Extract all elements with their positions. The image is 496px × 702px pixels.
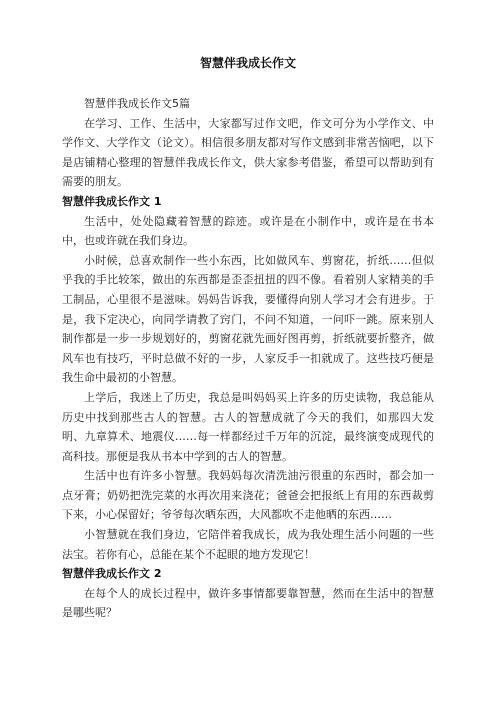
body-paragraph: 生活中也有许多小智慧。我妈妈每次清洗油污很重的东西时，都会加一点牙膏；奶奶把洗完菜的水再次用来浇花；爸爸会把报纸上有用的东西裁剪下来，小心保留好；爷爷每次晒东西，大风都吹不走他晒的东西…… — [62, 469, 434, 522]
document-title: 智慧伴我成长作文 — [199, 56, 296, 70]
section-heading-1: 智慧伴我成长作文 1 — [62, 194, 162, 208]
body-paragraph: 生活中，处处隐藏着智慧的踪迹。或许是在小制作中，或许是在书本中，也或许就在我们身边。 — [62, 214, 434, 248]
subtitle-paragraph: 智慧伴我成长作文5篇 — [84, 97, 190, 110]
section-heading-2: 智慧伴我成长作文 2 — [62, 567, 162, 581]
body-paragraph: 小智慧就在我们身边，它陪伴着我成长，成为我处理生活小问题的一些法宝。若你有心，总能在某个不起眼的地方发现它！ — [62, 528, 434, 561]
body-paragraph: 小时候，总喜欢制作一些小东西，比如做风车、剪窗花，折纸……但似乎我的手比较笨，做出的东西都是歪歪扭扭的四不像。看着别人家精美的手工制品，心里很不是滋味。妈妈告诉我，要懂得向别人学习才会有进步。于是，我下定决心，向同学请教了窍门，不问不知道，一问吓一跳。原来别人制作都是一步一步规划好的，剪窗花就先画好图再剪，折纸就要折整齐，做风车也有技巧，平时总做不好的一步，人家反手一扣就成了。这些技巧便是我生命中最初的小智慧。 — [62, 253, 434, 385]
body-paragraph: 上学后，我迷上了历史，我总是叫妈妈买上许多的历史读物，我总能从历史中找到那些古人的智慧。古人的智慧成就了今天的我们，如那四大发明、九章算术、地震仪……每一样都经过千万年的沉淀，最终演变成现代的高科技。那便是我从书本中学到的古人的智慧。 — [62, 390, 434, 463]
body-paragraph: 在每个人的成长过程中，做许多事情都要靠智慧，然而在生活中的智慧是哪些呢？ — [62, 586, 434, 620]
intro-paragraph: 在学习、工作、生活中，大家都写过作文吧，作文可分为小学作文、中学作文、大学作文（论文）。相信很多朋友都对写作文感到非常苦恼吧，以下是店铺精心整理的智慧伴我成长作文，供大家参考借鉴，希望可以帮助到有需要的朋友。 — [62, 116, 434, 189]
